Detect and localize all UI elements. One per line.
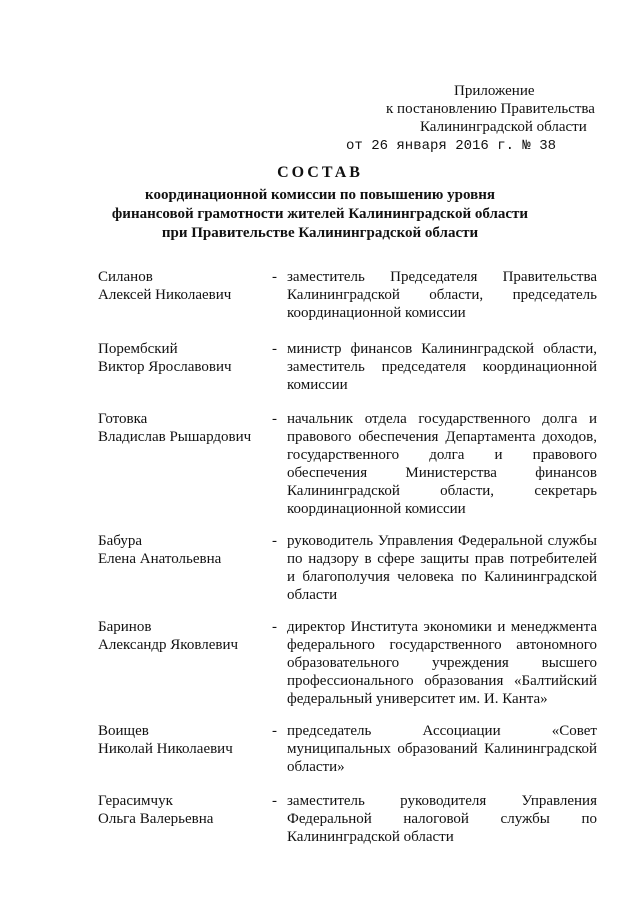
- separator-dash: -: [272, 411, 277, 427]
- member-name: [98, 410, 268, 446]
- appendix-date-number: от 26 января 2016 г. № 38: [346, 138, 557, 154]
- separator-dash: -: [272, 269, 277, 285]
- member-given-names: Алексей Николаевич: [98, 287, 232, 303]
- subtitle-line-2: финансовой грамотности жителей Калининградской области: [111, 206, 529, 222]
- appendix-resolution: к постановлению Правительства: [386, 101, 595, 117]
- member-name: [98, 532, 268, 568]
- member-name: [98, 792, 268, 828]
- separator-dash: -: [272, 723, 277, 739]
- separator-dash: -: [272, 793, 277, 809]
- member-surname: Баринов: [98, 619, 152, 635]
- separator-dash: -: [272, 533, 277, 549]
- member-given-names: Виктор Ярославович: [98, 359, 232, 375]
- separator-dash: -: [272, 341, 277, 357]
- member-role: директор Института экономики и менеджмента федерального государственного автономного образовательного учреждения высшего профессионального образования «Балтийский федеральный университет им. И. Канта»: [287, 619, 597, 707]
- member-surname: Герасимчук: [98, 793, 173, 809]
- member-surname: Бабура: [98, 533, 142, 549]
- member-given-names: Николай Николаевич: [98, 741, 233, 757]
- subtitle-line-3: при Правительстве Калининградской области: [161, 225, 479, 241]
- member-role: председатель Ассоциации «Совет муниципальных образований Калининградской области»: [287, 723, 597, 775]
- member-role: министр финансов Калининградской области, заместитель председателя координационной комиссии: [287, 341, 597, 393]
- member-surname: Порембский: [98, 341, 178, 357]
- member-surname: Силанов: [98, 269, 153, 285]
- member-surname: Воищев: [98, 723, 149, 739]
- appendix-region: Калининградской области: [420, 119, 587, 135]
- member-role: начальник отдела государственного долга и правового обеспечения Департамента доходов, государственного долга и правового обеспечения Министерства финансов Калининградской области, секретарь координационной комиссии: [287, 411, 597, 517]
- member-name: [98, 268, 268, 304]
- member-given-names: Елена Анатольевна: [98, 551, 222, 567]
- member-given-names: Владислав Рышардович: [98, 429, 252, 445]
- member-name: [98, 618, 268, 654]
- member-given-names: Александр Яковлевич: [98, 637, 239, 653]
- member-role: заместитель Председателя Правительства Калининградской области, председатель координационной комиссии: [287, 269, 597, 321]
- member-surname: Готовка: [98, 411, 148, 427]
- member-given-names: Ольга Валерьевна: [98, 811, 214, 827]
- document-title: СОСТАВ: [277, 164, 363, 181]
- member-name: [98, 722, 268, 758]
- separator-dash: -: [272, 619, 277, 635]
- document-subtitle: [0, 186, 640, 243]
- member-role: руководитель Управления Федеральной службы по надзору в сфере защиты прав потребителей и благополучия человека по Калининградской области: [287, 533, 597, 603]
- subtitle-line-1: координационной комиссии по повышению уровня: [145, 187, 495, 203]
- member-role: заместитель руководителя Управления Федеральной налоговой службы по Калининградской области: [287, 793, 597, 845]
- appendix-heading: Приложение: [454, 83, 535, 99]
- member-name: [98, 340, 268, 376]
